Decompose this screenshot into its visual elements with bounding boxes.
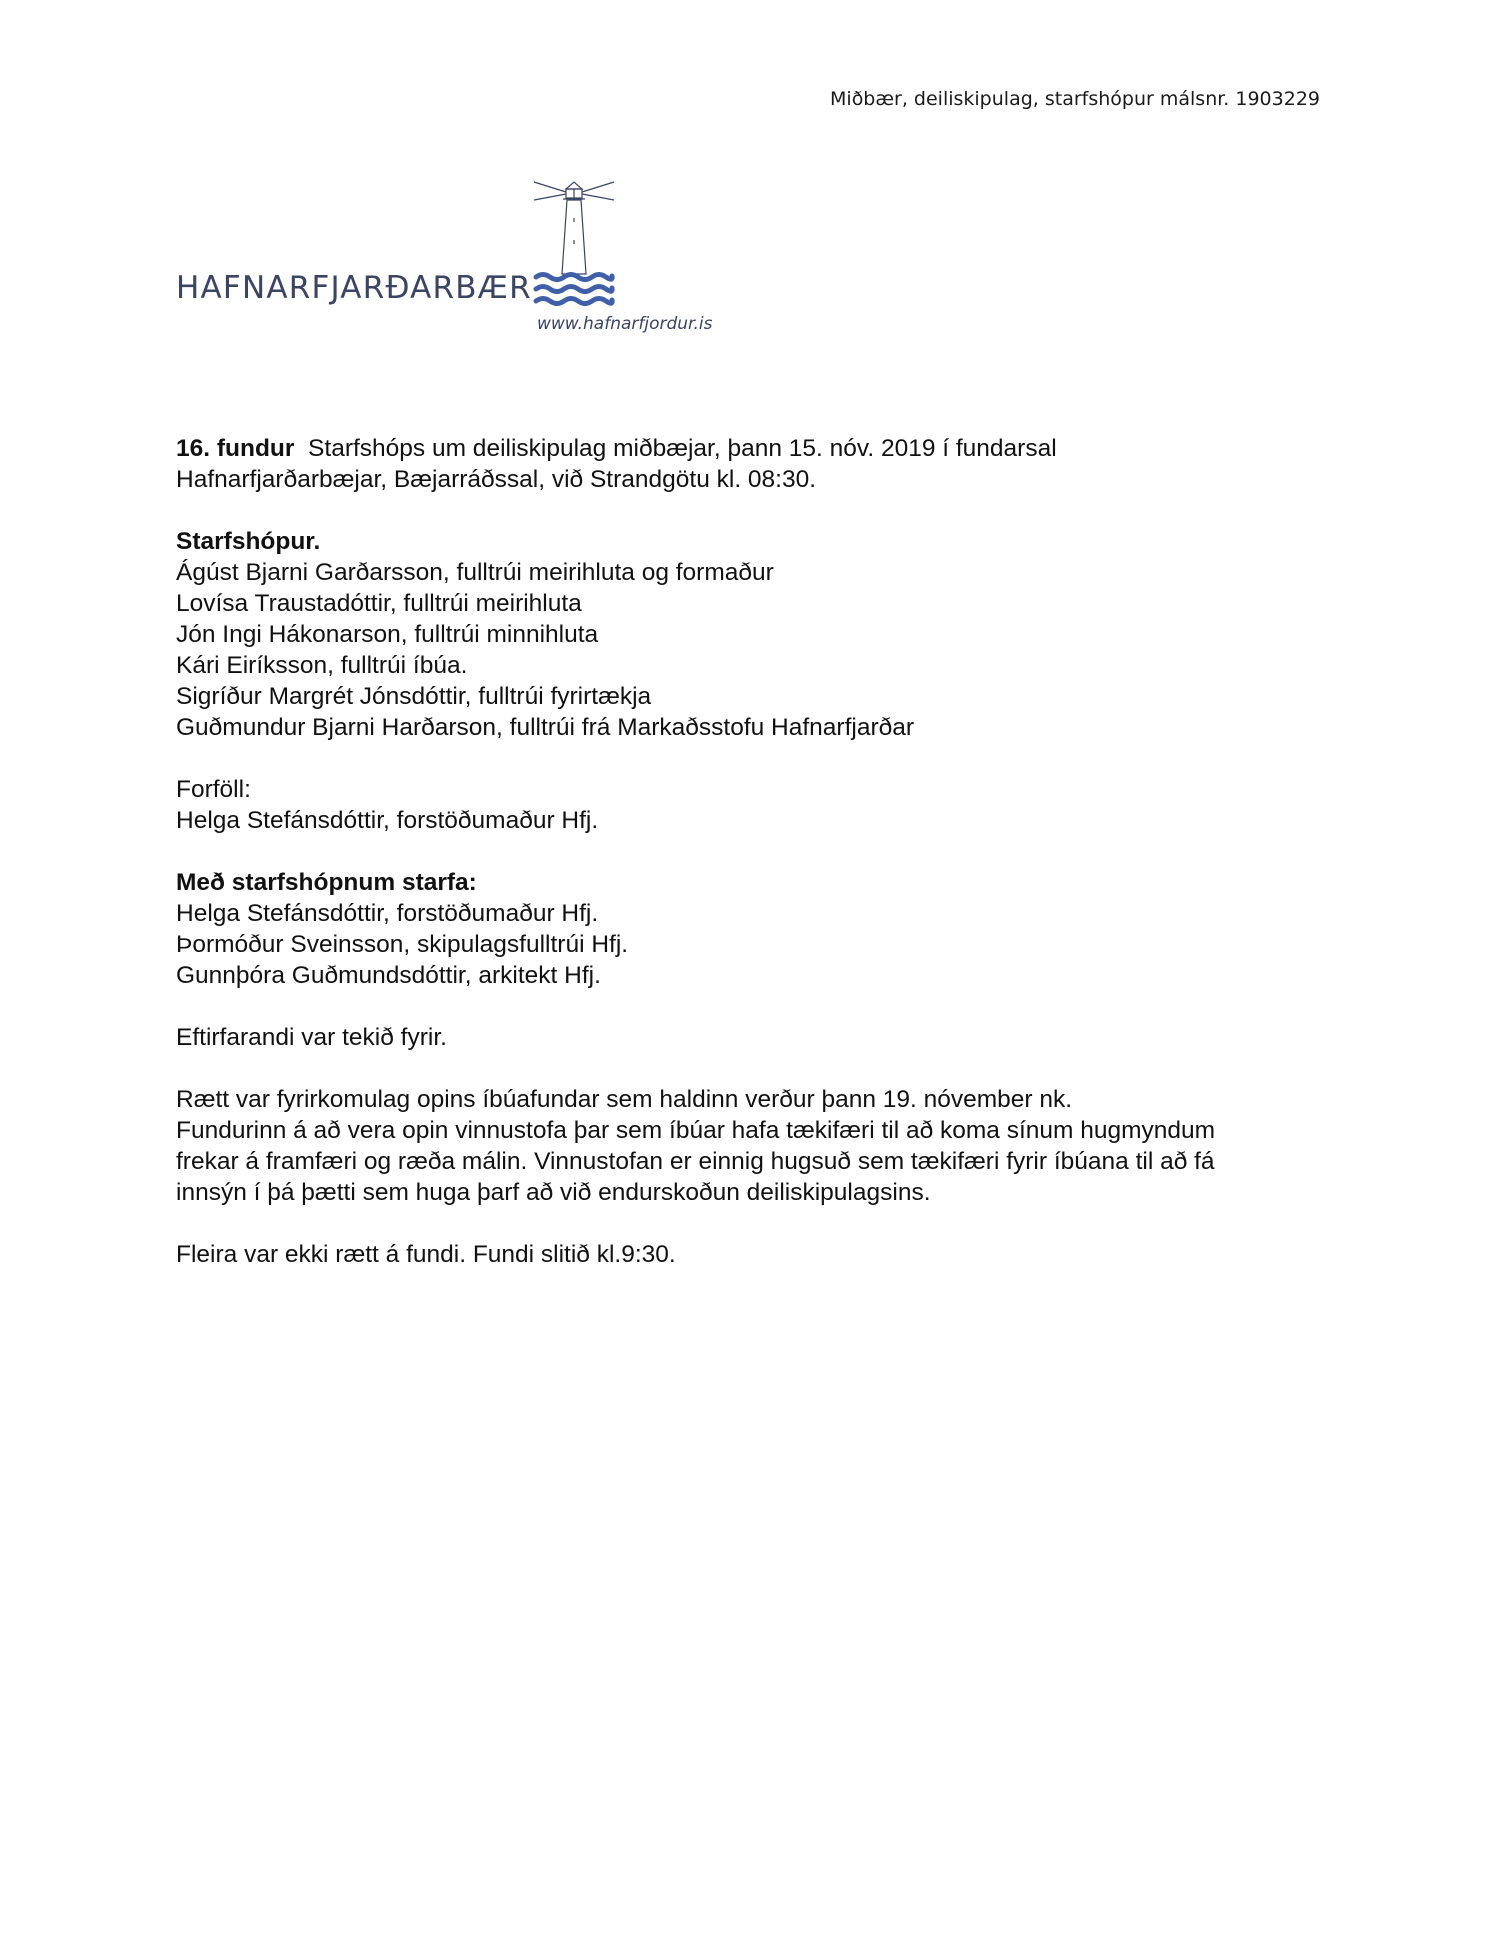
staff-heading: Með starfshópnum starfa: <box>176 869 477 896</box>
meeting-minutes <box>176 433 1336 1301</box>
logo-url: www.hafnarfjordur.is <box>537 314 713 334</box>
discussion-line: Fundurinn á að vera opin vinnustofa þar sem íbúar hafa tækifæri til að koma sínum hugmyndum <box>176 1117 1216 1144</box>
absences-heading: Forföll: <box>176 776 251 803</box>
working-group-section <box>176 526 1336 743</box>
closing-text: Fleira var ekki rætt á fundi. Fundi slitið kl.9:30. <box>176 1241 676 1268</box>
discussion-line: frekar á framfæri og ræða málin. Vinnustofan er einnig hugsuð sem tækifæri fyrir íbúana til að fá <box>176 1148 1215 1175</box>
meeting-intro-line-2: Hafnarfjarðarbæjar, Bæjarráðssal, við Strandgötu kl. 08:30. <box>176 466 817 493</box>
discussion-line: Rætt var fyrirkomulag opins íbúafundar sem haldinn verður þann 19. nóvember nk. <box>176 1086 1073 1113</box>
agenda-intro-section <box>176 1022 1336 1053</box>
member-item: Jón Ingi Hákonarson, fulltrúi minnihluta <box>176 621 599 648</box>
member-item: Sigríður Margrét Jónsdóttir, fulltrúi fyrirtækja <box>176 683 652 710</box>
member-item: Lovísa Traustadóttir, fulltrúi meirihluta <box>176 590 582 617</box>
meeting-intro <box>176 433 1336 495</box>
document-reference: Miðbær, deiliskipulag, starfshópur málsnr. 1903229 <box>830 88 1320 110</box>
member-item: Helga Stefánsdóttir, forstöðumaður Hfj. <box>176 900 599 927</box>
member-item: Gunnþóra Guðmundsdóttir, arkitekt Hfj. <box>176 962 601 989</box>
member-item: Kári Eiríksson, fulltrúi íbúa. <box>176 652 468 679</box>
meeting-number: 16. fundur <box>176 435 295 462</box>
meeting-intro-line-1 <box>176 433 1336 464</box>
absences-section <box>176 774 1336 836</box>
member-item: Ágúst Bjarni Garðarsson, fulltrúi meirihluta og formaður <box>176 559 774 586</box>
lighthouse-icon <box>532 178 616 306</box>
member-item: Guðmundur Bjarni Harðarson, fulltrúi frá Markaðsstofu Hafnarfjarðar <box>176 714 915 741</box>
discussion-section <box>176 1084 1336 1208</box>
member-item: Þormóður Sveinsson, skipulagsfulltrúi Hfj. <box>176 931 629 958</box>
closing-section <box>176 1239 1336 1270</box>
discussion-line: innsýn í þá þætti sem huga þarf að við endurskoðun deiliskipulagsins. <box>176 1179 931 1206</box>
member-item: Helga Stefánsdóttir, forstöðumaður Hfj. <box>176 807 599 834</box>
meeting-intro-text: Starfshóps um deiliskipulag miðbæjar, þann 15. nóv. 2019 í fundarsal <box>308 435 1057 462</box>
logo-wordmark: HAFNARFJARÐARBÆR <box>176 270 532 306</box>
agenda-intro: Eftirfarandi var tekið fyrir. <box>176 1024 447 1051</box>
staff-section <box>176 867 1336 991</box>
working-group-heading: Starfshópur. <box>176 528 321 555</box>
